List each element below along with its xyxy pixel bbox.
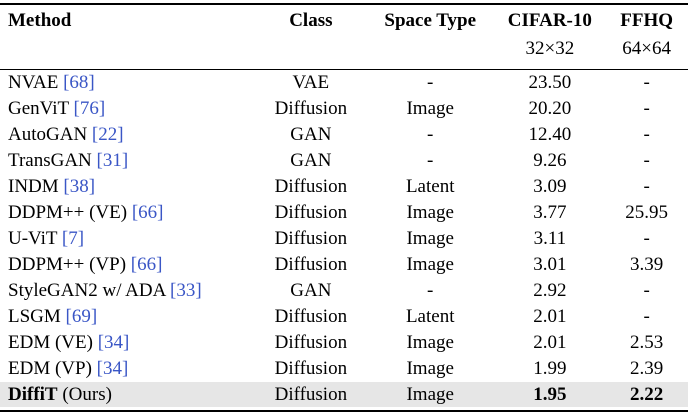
table-body <box>0 64 688 407</box>
method-cell <box>0 356 256 382</box>
class-cell: Diffusion <box>256 382 366 407</box>
class-cell: GAN <box>290 124 332 145</box>
method-cell <box>0 148 256 174</box>
space-type-cell: - <box>427 72 434 93</box>
ffhq-cell: 25.95 <box>625 202 668 223</box>
space-type-cell: Image <box>406 358 454 379</box>
ffhq-cell: - <box>643 150 650 171</box>
cifar-cell: 2.01 <box>533 332 567 353</box>
citation-link[interactable]: [7] <box>61 228 85 249</box>
space-type-cell: Image <box>366 382 494 407</box>
table-row <box>0 278 688 304</box>
method-name: AutoGAN <box>8 124 88 145</box>
citation-link[interactable]: [34] <box>96 358 129 379</box>
table-row <box>0 148 688 174</box>
method-name: GenViT <box>8 98 69 119</box>
cifar-cell: 3.11 <box>533 228 567 249</box>
space-type-cell: Latent <box>405 176 455 197</box>
method-cell <box>0 96 256 122</box>
class-cell: Diffusion <box>274 202 348 223</box>
cifar-cell: 3.01 <box>533 254 567 275</box>
method-name: DDPM++ (VP) <box>8 254 127 275</box>
space-type-cell: Latent <box>405 306 455 327</box>
citation-link[interactable]: [38] <box>63 176 96 197</box>
method-cell <box>0 200 256 226</box>
ffhq-cell: 2.53 <box>630 332 664 353</box>
method-cell <box>0 304 256 330</box>
cifar-cell: 20.20 <box>528 98 572 119</box>
citation-link[interactable]: [66] <box>130 254 163 275</box>
table-row <box>0 330 688 356</box>
ffhq-cell: - <box>643 228 650 249</box>
method-cell <box>0 330 256 356</box>
method-name: EDM (VE) <box>8 332 93 353</box>
method-name: U-ViT <box>8 228 58 249</box>
space-type-cell: Image <box>406 254 454 275</box>
method-cell <box>0 382 256 407</box>
method-cell <box>0 278 256 304</box>
header-cifar: CIFAR-10 <box>507 10 592 31</box>
class-cell: Diffusion <box>274 358 348 379</box>
space-type-cell: Image <box>406 228 454 249</box>
class-cell: GAN <box>290 280 332 301</box>
table-row <box>0 226 688 252</box>
method-cell <box>0 226 256 252</box>
method-cell <box>0 174 256 200</box>
class-cell: Diffusion <box>274 228 348 249</box>
ffhq-cell: - <box>643 306 650 327</box>
space-type-cell: Image <box>406 98 454 119</box>
citation-link[interactable]: [33] <box>170 280 202 301</box>
table-row <box>0 200 688 226</box>
space-type-cell: Image <box>406 332 454 353</box>
citation-link[interactable]: [76] <box>73 98 106 119</box>
ffhq-cell: 2.39 <box>630 358 664 379</box>
header-ffhq-resolution: 64×64 <box>622 38 671 59</box>
space-type-cell: - <box>427 150 434 171</box>
cifar-cell: 23.50 <box>528 72 572 93</box>
table-row <box>0 64 688 96</box>
cifar-cell: 2.92 <box>533 280 567 301</box>
table-row <box>0 304 688 330</box>
space-type-cell: - <box>427 124 434 145</box>
class-cell: Diffusion <box>274 332 348 353</box>
method-name: StyleGAN2 w/ ADA <box>8 280 166 301</box>
class-cell: Diffusion <box>274 254 348 275</box>
table-row <box>0 122 688 148</box>
table-row <box>0 356 688 382</box>
space-type-cell: Image <box>406 202 454 223</box>
table-row <box>0 252 688 278</box>
ffhq-cell: - <box>643 280 650 301</box>
method-cell <box>0 252 256 278</box>
method-name: INDM <box>8 176 59 197</box>
method-name: LSGM <box>8 306 61 327</box>
space-type-cell: - <box>427 280 434 301</box>
table-row-ours <box>0 382 688 407</box>
citation-link[interactable]: [69] <box>65 306 98 327</box>
method-name: NVAE <box>8 72 59 93</box>
ffhq-cell: - <box>643 124 650 145</box>
cifar-cell: 9.26 <box>533 150 567 171</box>
citation-link[interactable]: [66] <box>131 202 164 223</box>
cifar-cell: 12.40 <box>528 124 572 145</box>
citation-link[interactable]: [22] <box>91 124 124 145</box>
header-ffhq: FFHQ <box>620 10 674 31</box>
cifar-cell: 1.99 <box>533 358 567 379</box>
citation-link[interactable]: [34] <box>97 332 130 353</box>
method-name: DiffiT <box>8 384 58 405</box>
ffhq-cell: 2.22 <box>605 382 688 407</box>
table-row <box>0 174 688 200</box>
citation-link[interactable]: [31] <box>96 150 129 171</box>
header-cifar-resolution: 32×32 <box>525 38 575 59</box>
class-cell: GAN <box>290 150 332 171</box>
method-cell <box>0 64 256 96</box>
method-suffix: (Ours) <box>62 384 112 405</box>
table-row <box>0 96 688 122</box>
cifar-cell: 3.09 <box>533 176 567 197</box>
header-method: Method <box>8 10 72 31</box>
citation-link[interactable]: [68] <box>63 72 95 93</box>
class-cell: Diffusion <box>274 176 348 197</box>
bottom-rule <box>0 410 688 412</box>
ffhq-cell: - <box>643 98 650 119</box>
method-name: EDM (VP) <box>8 358 92 379</box>
cifar-cell: 1.95 <box>494 382 605 407</box>
method-name: DDPM++ (VE) <box>8 202 128 223</box>
method-cell <box>0 122 256 148</box>
ffhq-cell: - <box>643 176 650 197</box>
cifar-cell: 3.77 <box>533 202 567 223</box>
header-row <box>0 0 688 36</box>
class-cell: Diffusion <box>274 306 348 327</box>
header-space-type: Space Type <box>384 10 477 31</box>
header-class: Class <box>289 10 333 31</box>
header-resolution-row <box>0 36 688 64</box>
method-name: TransGAN <box>8 150 92 171</box>
class-cell: Diffusion <box>274 98 348 119</box>
ffhq-cell: - <box>643 72 650 93</box>
ffhq-cell: 3.39 <box>630 254 664 275</box>
class-cell: VAE <box>292 72 330 93</box>
cifar-cell: 2.01 <box>533 306 567 327</box>
